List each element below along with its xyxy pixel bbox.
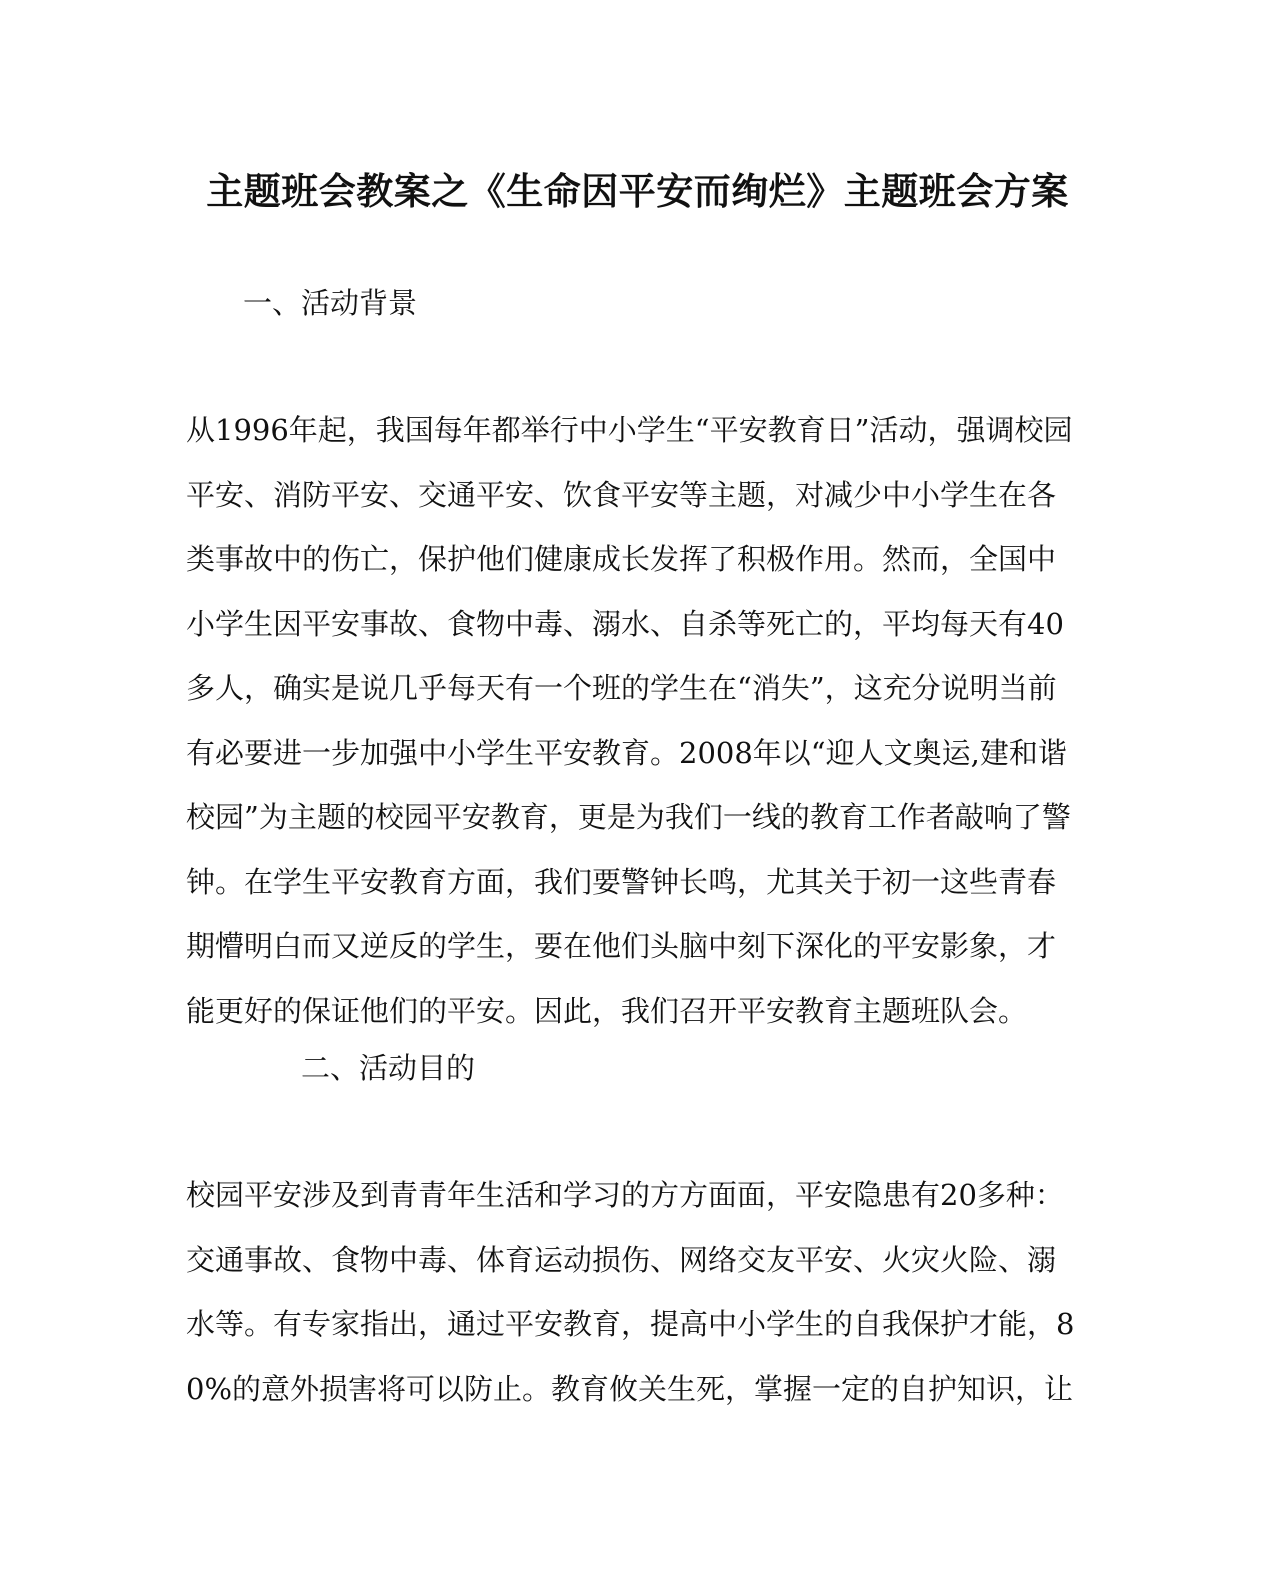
- paragraph-line: 期懵明白而又逆反的学生，要在他们头脑中刻下深化的平安影象，才: [186, 929, 1057, 963]
- document-title: 主题班会教案之《生命因平安而绚烂》主题班会方案: [206, 169, 1069, 213]
- paragraph-line: 水等。有专家指出，通过平安教育，提高中小学生的自我保护才能，8: [186, 1307, 1075, 1341]
- section-heading-purpose: 二、活动目的: [301, 1051, 476, 1085]
- paragraph-line: 类事故中的伤亡，保护他们健康成长发挥了积极作用。然而，全国中: [186, 542, 1057, 576]
- paragraph-line: 从1996年起，我国每年都举行中小学生“平安教育日”活动，强调校园: [186, 413, 1073, 447]
- paragraph-line: 多人，确实是说几乎每天有一个班的学生在“消失”，这充分说明当前: [186, 671, 1057, 705]
- paragraph-line: 平安、消防平安、交通平安、饮食平安等主题，对减少中小学生在各: [186, 477, 1057, 512]
- section-heading-background: 一、活动背景: [243, 286, 418, 320]
- section-paragraph-purpose: [186, 1175, 1086, 1433]
- paragraph-line: 校园平安涉及到青青年生活和学习的方方面面，平安隐患有20多种：: [186, 1178, 1064, 1212]
- paragraph-line: 能更好的保证他们的平安。因此，我们召开平安教育主题班队会。: [186, 993, 1028, 1028]
- paragraph-line: 钟。在学生平安教育方面，我们要警钟长鸣，尤其关于初一这些青春: [186, 864, 1057, 899]
- paragraph-line: 有必要进一步加强中小学生平安教育。2008年以“迎人文奥运,建和谐: [186, 735, 1067, 770]
- paragraph-line: 校园”为主题的校园平安教育，更是为我们一线的教育工作者敲响了警: [186, 800, 1071, 834]
- paragraph-line: 交通事故、食物中毒、体育运动损伤、网络交友平安、火灾火险、溺: [186, 1242, 1057, 1277]
- paragraph-line: 小学生因平安事故、食物中毒、溺水、自杀等死亡的，平均每天有40: [186, 606, 1064, 641]
- paragraph-line: 0%的意外损害将可以防止。教育攸关生死，掌握一定的自护知识，让: [186, 1371, 1074, 1406]
- section-paragraph-background: [186, 410, 1086, 1055]
